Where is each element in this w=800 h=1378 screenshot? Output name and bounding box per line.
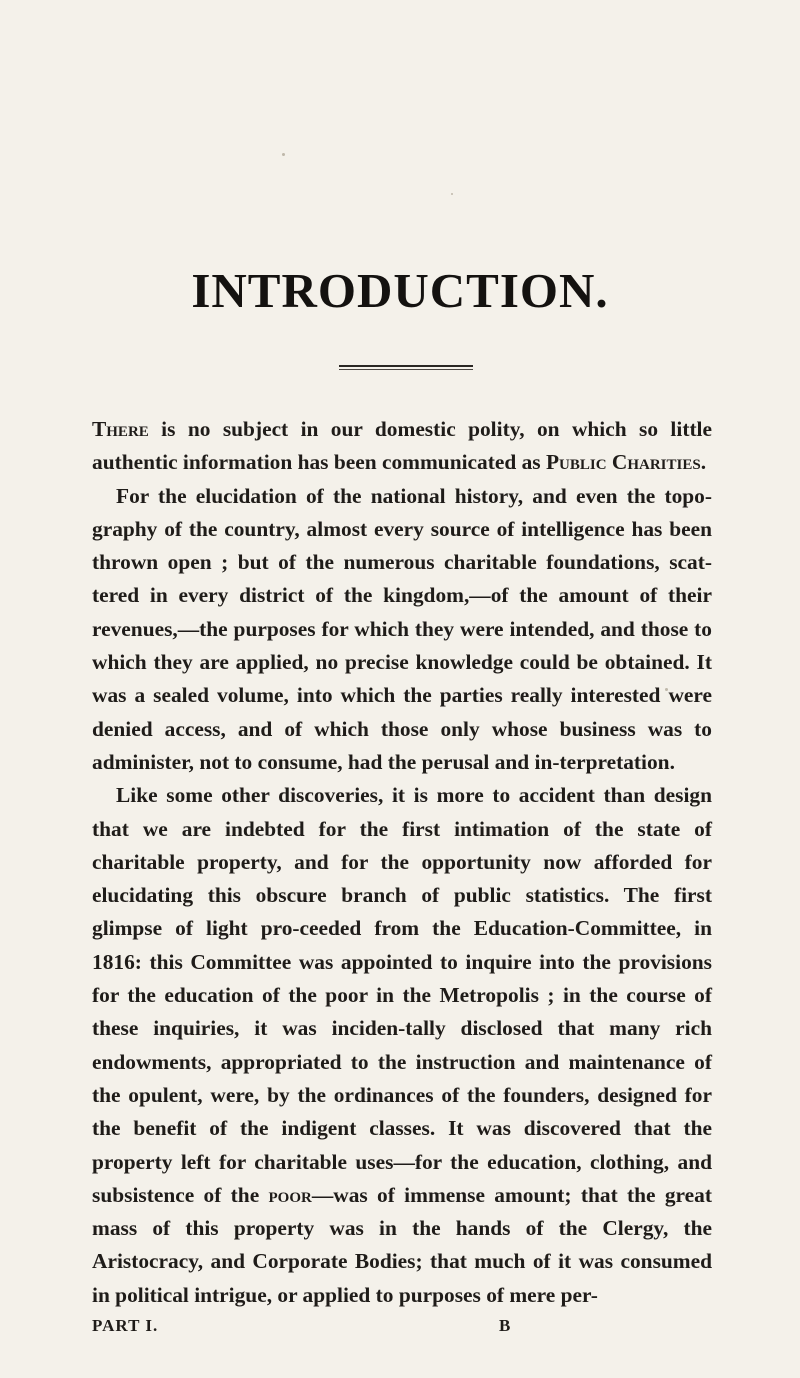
signature-mark: B	[499, 1316, 512, 1335]
paper-speck	[451, 193, 453, 195]
paragraph-text: —was of immense amount; that the great mass of this property was in the hands of the Clergy, the Aristocracy, and Corporate Bodies; that much of it was consumed in political intrigue, or applied to purposes of mere per-	[92, 1182, 712, 1307]
paragraph-text: .	[700, 450, 707, 475]
title-rule	[339, 365, 473, 367]
paragraph-1	[92, 413, 712, 480]
page-title: INTRODUCTION.	[191, 263, 609, 318]
page-footer	[92, 1316, 712, 1336]
emphasis-caps: poor	[268, 1182, 312, 1207]
paragraph-lead-word: There	[92, 417, 149, 441]
paragraph-text: is no subject in our domestic polity, on which so little authentic information has been communicated as	[92, 417, 712, 475]
paragraph-text: Like some other discoveries, it is more to accident than design that we are indebted for the first intimation of the state of charitable property, and for the opportunity now afforded for elucidating this obscure branch of public statistics. The first glimpse of light pro-ceeded from the Education-Committee, in 1816: this Committee was appointed to inquire into the provisions for the education of the poor in the Metropolis ; in the course of these inquiries, it was inciden-tally disclosed that many rich endowments, appropriated to the instruction and maintenance of the opulent, were, by the ordinances of the founders, designed for the benefit of the indigent classes. It was discovered that the property left for charitable uses—for the education, clothing, and subsistence of the	[92, 783, 712, 1207]
paper-speck	[282, 153, 285, 156]
paragraph-2: For the elucidation of the national history, and even the topo-graphy of the country, almost every source of intelligence has been thrown open ; but of the numerous charitable foundations, scat-tered in every district of the kingdom,—of the amount of their revenues,—the purposes for which they were intended, and those to which they are applied, no precise knowledge could be obtained. It was a sealed volume, into which the parties really interested were denied access, and of which those only whose business was to administer, not to consume, had the perusal and in-terpretation.	[92, 483, 712, 774]
paragraph-3	[92, 779, 712, 1312]
title-rule-thin	[339, 369, 473, 370]
part-label: PART I.	[92, 1316, 159, 1335]
body-text	[92, 413, 712, 1312]
emphasis-caps: Public Charities	[545, 450, 701, 475]
